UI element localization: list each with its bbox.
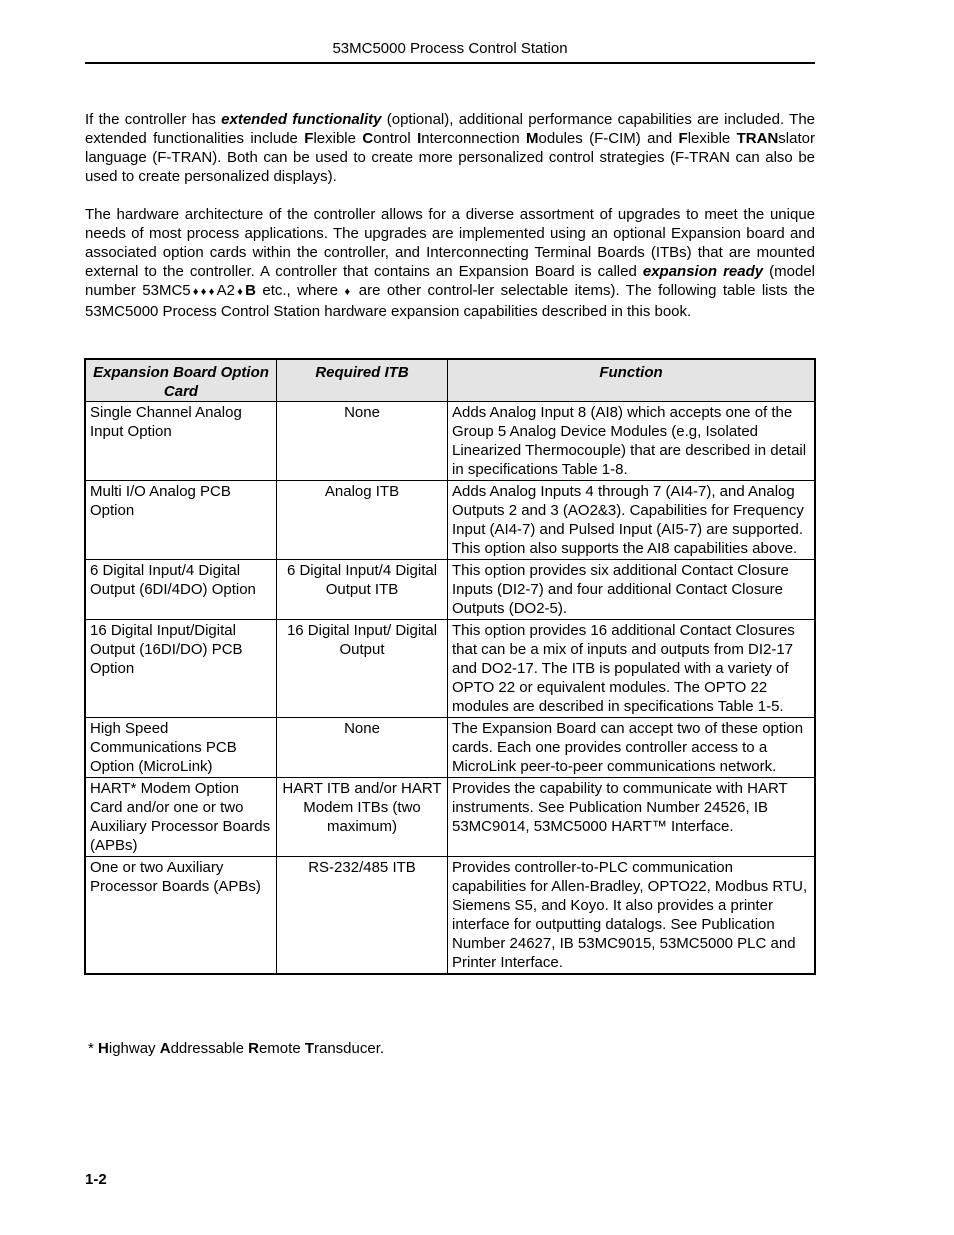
cell-function: Adds Analog Input 8 (AI8) which accepts one of the Group 5 Analog Device Modules (e.g, Isolated Linearized Thermocouple) that are described in detail in specifications Table 1-8. xyxy=(448,402,815,481)
text: The hardware architecture of the controller allows for a diverse assortment of upgrades to meet the unique needs of most process applications. The upgrades are implemented using an optional Expansion board and associated option cards within the controller, and Interconnecting Terminal Boards (ITBs) that are mounted external to the controller. A controller that contains an Expansion Board is called xyxy=(85,206,815,280)
cell-function: Provides the capability to communicate with HART instruments. See Publication Number 24526, IB 53MC9014, 53MC5000 HART™ Interface. xyxy=(448,778,815,857)
bold-letter: TRAN xyxy=(736,130,779,147)
cell-function: This option provides six additional Contact Closure Inputs (DI2-7) and four additional Contact Closure Outputs (DO2-5). xyxy=(448,560,815,620)
column-header-required-itb: Required ITB xyxy=(277,360,448,402)
page-number: 1-2 xyxy=(85,1171,107,1188)
text: are other control-ler selectable items). The following table lists the 53MC5000 Process Control Station hardware expansion capabilities described in this book. xyxy=(85,282,815,320)
cell-required-itb: 6 Digital Input/4 Digital Output ITB xyxy=(277,560,448,620)
cell-required-itb: RS-232/485 ITB xyxy=(277,857,448,974)
column-header-option-card: Expansion Board Option Card xyxy=(86,360,277,402)
cell-function: Adds Analog Inputs 4 through 7 (AI4-7), and Analog Outputs 2 and 3 (AO2&3). Capabilities for Frequency Input (AI4-7) and Pulsed Input (AI5-7) are supported. This option also supports the AI8 capabilities above. xyxy=(448,481,815,560)
text: If the controller has xyxy=(85,111,222,128)
bold-letter: B xyxy=(245,282,256,299)
diamond-icon: ♦♦♦ xyxy=(190,286,217,298)
bold-letter: C xyxy=(362,130,374,147)
table-header-row xyxy=(86,360,815,402)
cell-option-card: Single Channel Analog Input Option xyxy=(86,402,277,481)
bold-letter: F xyxy=(678,130,688,147)
table-row xyxy=(86,402,815,481)
cell-option-card: High Speed Communications PCB Option (MicroLink) xyxy=(86,718,277,778)
text: * xyxy=(88,1040,99,1057)
text: nterconnection xyxy=(421,130,527,147)
cell-option-card: 6 Digital Input/4 Digital Output (6DI/4DO) Option xyxy=(86,560,277,620)
emphasis: expansion ready xyxy=(642,263,764,280)
cell-option-card: Multi I/O Analog PCB Option xyxy=(86,481,277,560)
bold-letter: H xyxy=(98,1040,109,1057)
text: slator language (F-TRAN). Both can be used to create more personalized control strategies (F-TRAN can also be used to create personalized displays). xyxy=(85,130,815,185)
bold-letter: A xyxy=(159,1040,171,1057)
diamond-icon: ♦ xyxy=(234,286,246,298)
paragraph-hardware-architecture xyxy=(85,205,815,321)
header-rule xyxy=(85,62,815,64)
text: ighway xyxy=(108,1040,160,1057)
column-header-function: Function xyxy=(448,360,815,402)
text: emote xyxy=(258,1040,305,1057)
page-header-title: 53MC5000 Process Control Station xyxy=(332,40,568,57)
text: (optional), additional performance capabilities are included. The extended functionalities include xyxy=(85,111,815,147)
cell-function: The Expansion Board can accept two of these option cards. Each one provides controller access to a MicroLink peer-to-peer communications network. xyxy=(448,718,815,778)
bold-letter: I xyxy=(417,130,422,147)
text: lexible xyxy=(313,130,363,147)
text: ransducer. xyxy=(314,1040,385,1057)
table-row xyxy=(86,481,815,560)
table-row xyxy=(86,560,815,620)
text: ddressable xyxy=(170,1040,249,1057)
paragraph-extended-functionality xyxy=(85,110,815,186)
bold-letter: R xyxy=(248,1040,259,1057)
text: lexible xyxy=(687,130,737,147)
table-row xyxy=(86,857,815,974)
cell-option-card: One or two Auxiliary Processor Boards (APBs) xyxy=(86,857,277,974)
table-row xyxy=(86,778,815,857)
cell-function: This option provides 16 additional Contact Closures that can be a mix of inputs and outputs from DI2-17 and DO2-17. The ITB is populated with a variety of OPTO 22 or equivalent modules. The OPTO 22 modules are described in specifications Table 1-5. xyxy=(448,620,815,718)
diamond-icon: ♦ xyxy=(344,286,353,298)
cell-required-itb: HART ITB and/or HART Modem ITBs (two maximum) xyxy=(277,778,448,857)
expansion-capabilities-table xyxy=(85,359,815,974)
text: ontrol xyxy=(373,130,418,147)
text: odules (F-CIM) and xyxy=(538,130,679,147)
text: A2 xyxy=(216,282,235,299)
cell-option-card: 16 Digital Input/Digital Output (16DI/DO) PCB Option xyxy=(86,620,277,718)
cell-required-itb: None xyxy=(277,718,448,778)
cell-function: Provides controller-to-PLC communication capabilities for Allen-Bradley, OPTO22, Modbus RTU, Siemens S5, and Koyo. It also provides a printer interface for outputting datalogs. See Publication Number 24627, IB 53MC9015, 53MC5000 PLC and Printer Interface. xyxy=(448,857,815,974)
bold-letter: M xyxy=(526,130,539,147)
text: (model number 53MC5 xyxy=(85,263,815,299)
cell-required-itb: 16 Digital Input/ Digital Output xyxy=(277,620,448,718)
table-row xyxy=(86,718,815,778)
cell-required-itb: Analog ITB xyxy=(277,481,448,560)
cell-option-card: HART* Modem Option Card and/or one or two Auxiliary Processor Boards (APBs) xyxy=(86,778,277,857)
cell-required-itb: None xyxy=(277,402,448,481)
bold-letter: F xyxy=(304,130,314,147)
bold-letter: T xyxy=(304,1040,314,1057)
table-row xyxy=(86,620,815,718)
emphasis: extended functionality xyxy=(221,111,382,128)
footnote-hart xyxy=(88,1040,384,1057)
text: etc., where xyxy=(255,282,345,299)
